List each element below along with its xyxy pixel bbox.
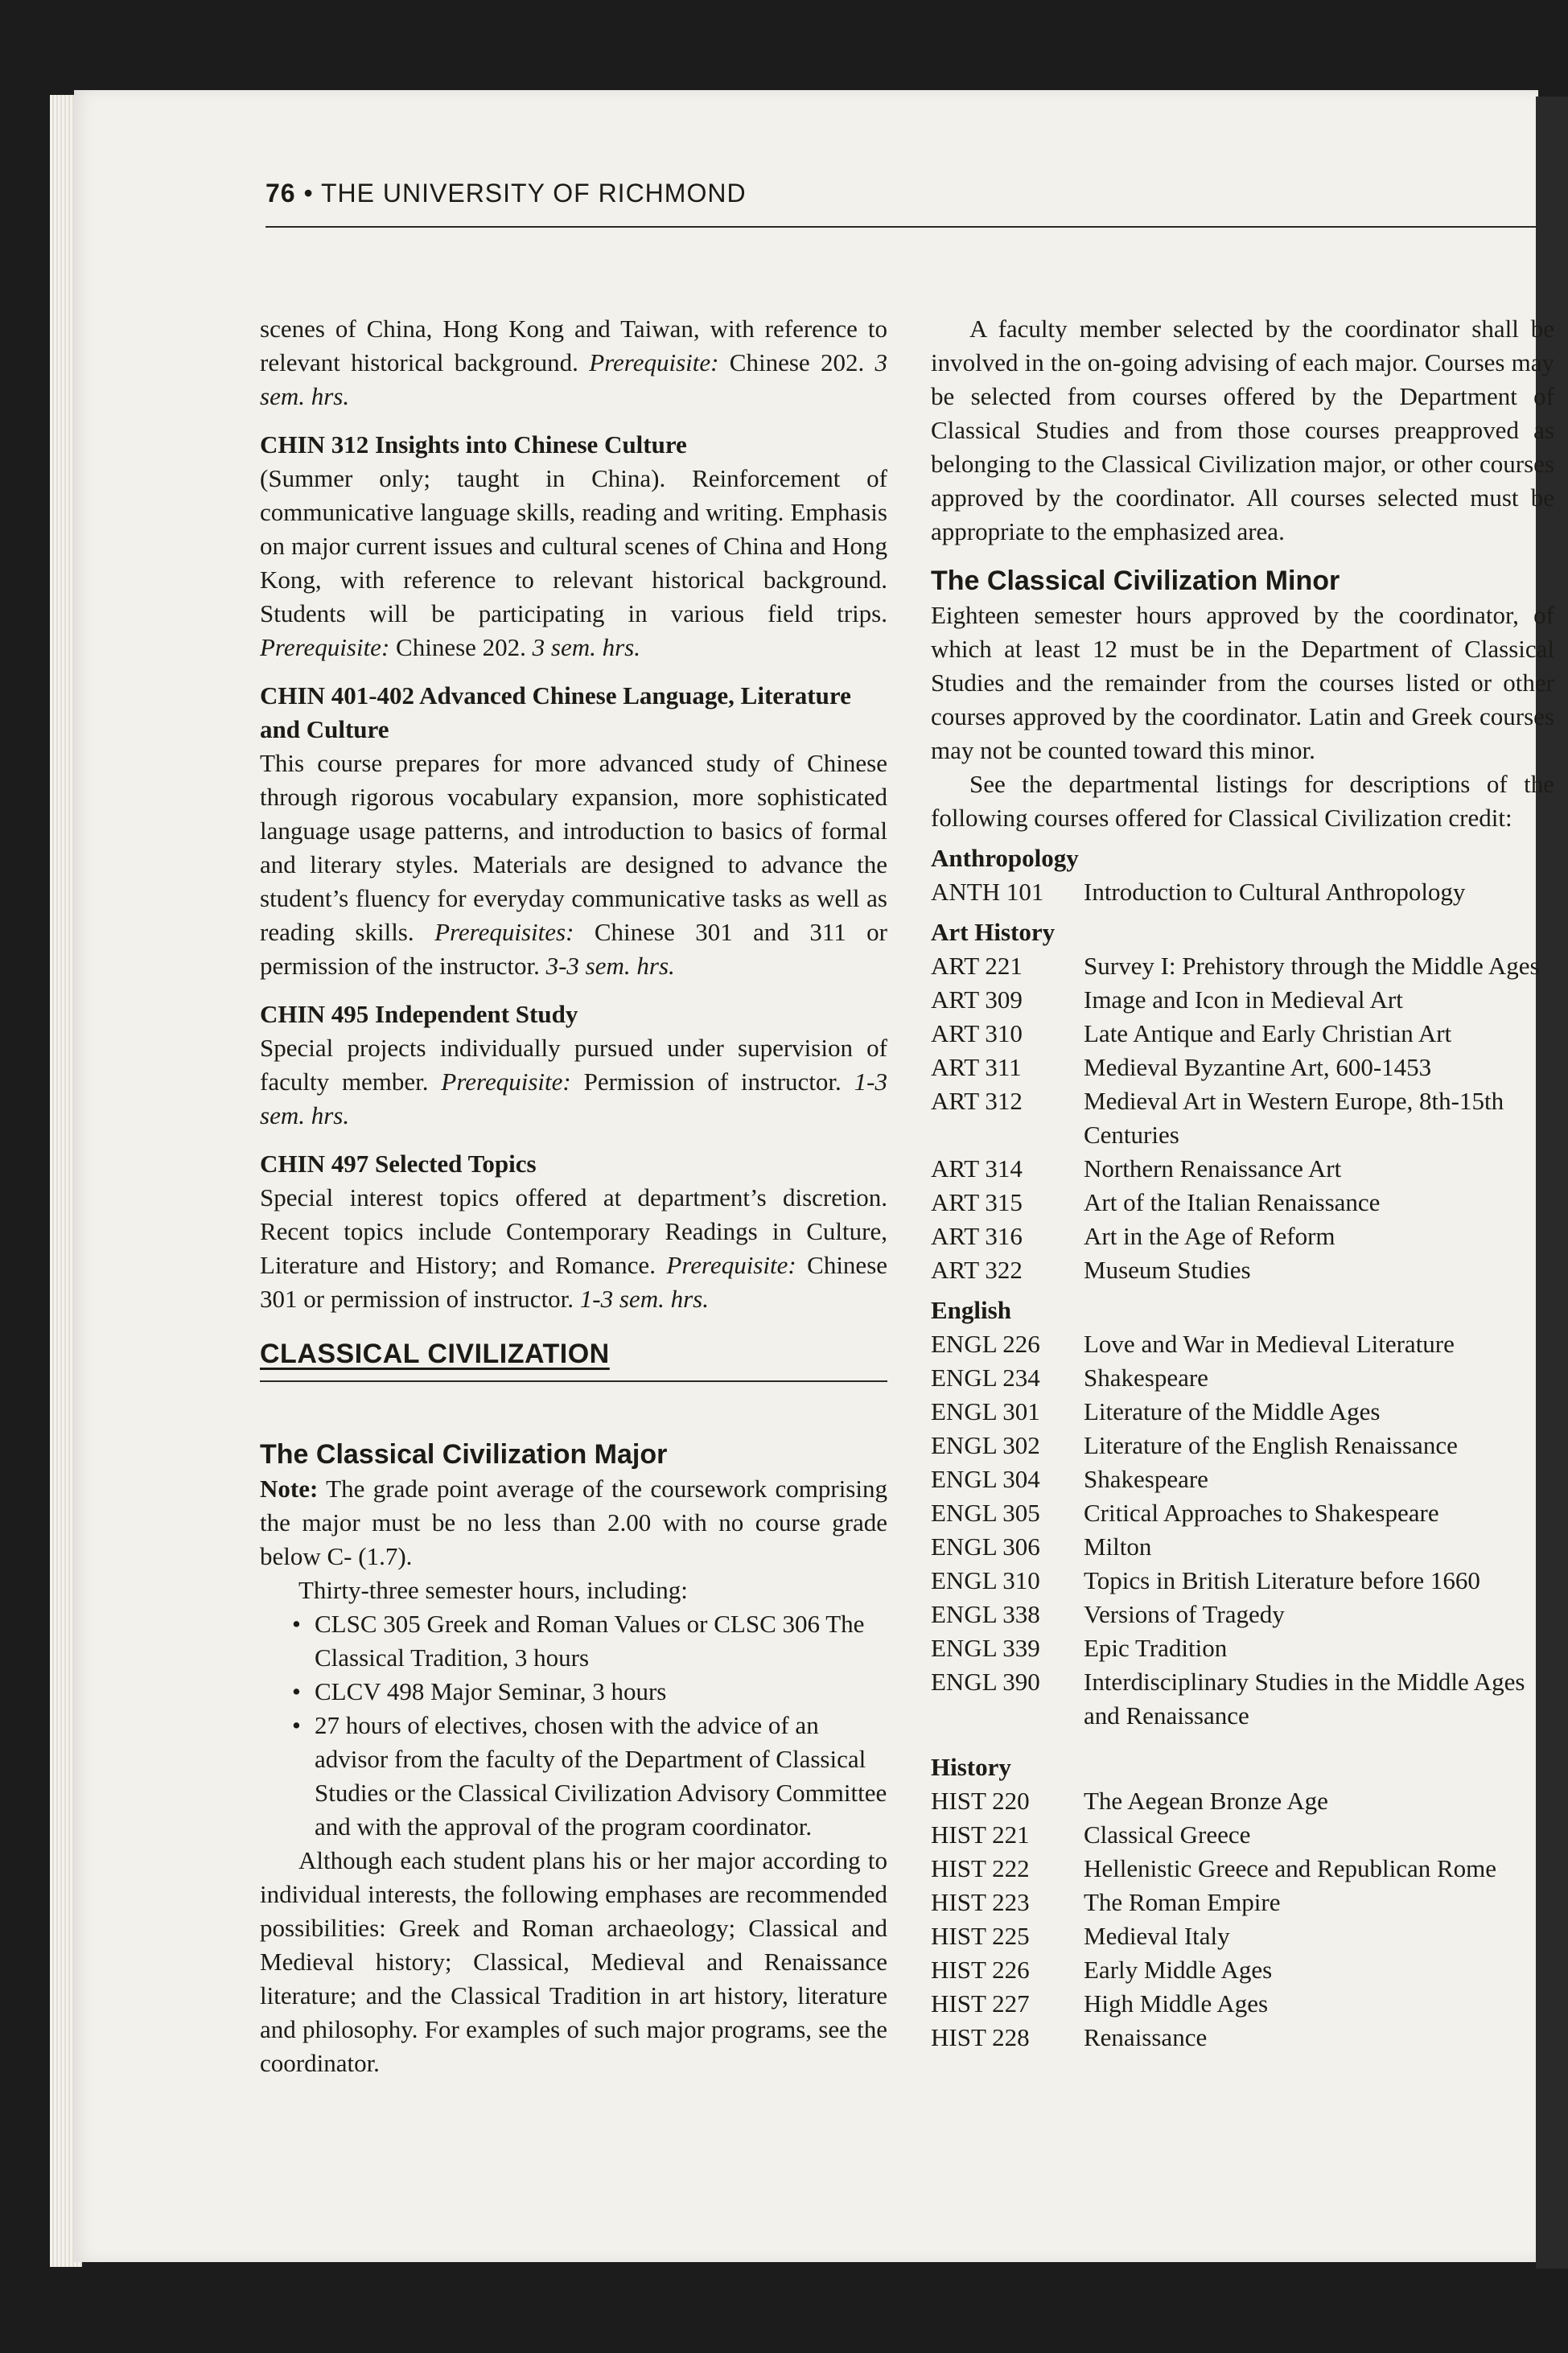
course-title: Hellenistic Greece and Republican Rome xyxy=(1084,1854,1497,1882)
table-row xyxy=(931,1818,1554,1852)
course-title: Introduction to Cultural Anthropology xyxy=(1084,878,1466,906)
table-row xyxy=(931,1462,1554,1496)
course-listings xyxy=(931,841,1554,2055)
course-code: ART 316 xyxy=(931,1222,1023,1250)
chin495-description: Special projects individually pursued under supervision of faculty member. Prerequisite: Permission of instructor. 1-3 sem. hrs. xyxy=(260,1034,887,1129)
course-title: Epic Tradition xyxy=(1084,1634,1228,1662)
course-code: ART 310 xyxy=(931,1019,1023,1047)
course-code: HIST 225 xyxy=(931,1922,1030,1950)
table-row xyxy=(931,1919,1554,1953)
course-code: HIST 220 xyxy=(931,1787,1030,1815)
course-code: ENGL 338 xyxy=(931,1600,1040,1628)
course-title: Medieval Byzantine Art, 600-1453 xyxy=(1084,1053,1432,1081)
table-row xyxy=(931,1665,1554,1733)
table-row xyxy=(931,1886,1554,1919)
course-title: Renaissance xyxy=(1084,2023,1208,2051)
list-item: • 27 hours of electives, chosen with the advice of an advisor from the faculty of the Department of Classical Studies or the Classical Civilization Advisory Committee and with the approval of the program coordinator. xyxy=(292,1709,887,1844)
table-row xyxy=(931,1784,1554,1818)
table-row xyxy=(931,1852,1554,1886)
course-table xyxy=(931,949,1554,1287)
course-title: Topics in British Literature before 1660 xyxy=(1084,1566,1480,1594)
course-title: Critical Approaches to Shakespeare xyxy=(1084,1499,1439,1527)
course-code: ENGL 306 xyxy=(931,1532,1040,1561)
course-code: HIST 228 xyxy=(931,2023,1030,2051)
course-title: Classical Greece xyxy=(1084,1820,1251,1849)
course-title: Milton xyxy=(1084,1532,1152,1561)
course-code: ENGL 234 xyxy=(931,1364,1040,1392)
chin497-title: CHIN 497 Selected Topics xyxy=(260,1150,537,1178)
list-item: • CLCV 498 Major Seminar, 3 hours xyxy=(292,1675,887,1709)
course-code: ENGL 301 xyxy=(931,1397,1040,1425)
table-row xyxy=(931,1327,1554,1361)
course-title: Art of the Italian Renaissance xyxy=(1084,1188,1381,1216)
course-table xyxy=(931,1784,1554,2055)
course-title: Early Middle Ages xyxy=(1084,1956,1273,1984)
table-row xyxy=(931,1084,1554,1152)
course-table xyxy=(931,1327,1554,1733)
table-row xyxy=(931,1429,1554,1462)
table-row xyxy=(931,875,1554,909)
section-title: CLASSICAL CIVILIZATION xyxy=(260,1339,610,1369)
course-title: Northern Renaissance Art xyxy=(1084,1154,1342,1183)
course-code: ART 221 xyxy=(931,952,1023,980)
table-row xyxy=(931,1953,1554,1987)
course-code: HIST 223 xyxy=(931,1888,1030,1916)
chin312-title: CHIN 312 Insights into Chinese Culture xyxy=(260,430,687,459)
chin401-title: CHIN 401-402 Advanced Chinese Language, Literature and Culture xyxy=(260,681,851,743)
table-row xyxy=(931,1395,1554,1429)
running-header xyxy=(265,179,1553,208)
major-heading: The Classical Civilization Major xyxy=(260,1439,668,1470)
course-code: ENGL 305 xyxy=(931,1499,1040,1527)
header-title: THE UNIVERSITY OF RICHMOND xyxy=(321,179,747,208)
table-row xyxy=(931,1017,1554,1051)
course-title: Museum Studies xyxy=(1084,1256,1251,1284)
course-title: High Middle Ages xyxy=(1084,1989,1269,2018)
course-code: HIST 227 xyxy=(931,1989,1030,2018)
header-rule xyxy=(265,226,1554,228)
list-item: • CLSC 305 Greek and Roman Values or CLSC 306 The Classical Tradition, 3 hours xyxy=(292,1607,887,1675)
requirements-list xyxy=(260,1607,887,1844)
course-code: HIST 221 xyxy=(931,1820,1030,1849)
course-title: The Roman Empire xyxy=(1084,1888,1281,1916)
course-code: ART 315 xyxy=(931,1188,1023,1216)
course-code: ART 309 xyxy=(931,985,1023,1014)
course-code: ART 314 xyxy=(931,1154,1023,1183)
right-column xyxy=(931,312,1554,2055)
course-code: ART 312 xyxy=(931,1087,1023,1115)
course-code: ENGL 310 xyxy=(931,1566,1040,1594)
course-code: ENGL 304 xyxy=(931,1465,1040,1493)
advising-paragraph: A faculty member selected by the coordinator shall be involved in the on-going advising of each major. Courses may be selected from courses offered by the Department of Classical Studies and from those courses preapproved as belonging to the Classical Civilization major, or other courses approved by the coordinator. All courses selected must be appropriate to the emphasized area. xyxy=(931,315,1554,545)
course-code: HIST 222 xyxy=(931,1854,1030,1882)
course-code: HIST 226 xyxy=(931,1956,1030,1984)
course-title: Art in the Age of Reform xyxy=(1084,1222,1335,1250)
page-number: 76 xyxy=(265,179,296,208)
table-row xyxy=(931,1496,1554,1530)
hours-intro: Thirty-three semester hours, including: xyxy=(298,1576,688,1604)
major-note: Note: The grade point average of the coursework comprising the major must be no less than 2.00 with no course grade below C- (1.7). xyxy=(260,1475,887,1570)
course-code: ART 311 xyxy=(931,1053,1022,1081)
course-code: ENGL 226 xyxy=(931,1330,1040,1358)
minor-heading: The Classical Civilization Minor xyxy=(931,566,1340,596)
course-title: Late Antique and Early Christian Art xyxy=(1084,1019,1452,1047)
header-bullet: • xyxy=(303,179,314,208)
course-code: ENGL 302 xyxy=(931,1431,1040,1459)
course-code: ART 322 xyxy=(931,1256,1023,1284)
left-column xyxy=(260,312,887,2080)
course-title: Medieval Italy xyxy=(1084,1922,1230,1950)
table-row xyxy=(931,1987,1554,2021)
table-row xyxy=(931,2021,1554,2055)
minor-paragraph: Eighteen semester hours approved by the coordinator, of which at least 12 must be in the Department of Classical Studies and the remainder from the courses listed or other courses approved by the coordinator. Latin and Greek courses may not be counted toward this minor. xyxy=(931,601,1554,764)
table-row xyxy=(931,983,1554,1017)
table-row xyxy=(931,1220,1554,1253)
table-row xyxy=(931,1564,1554,1598)
table-row xyxy=(931,949,1554,983)
course-title: Versions of Tragedy xyxy=(1084,1600,1285,1628)
course-title: The Aegean Bronze Age xyxy=(1084,1787,1328,1815)
see-paragraph: See the departmental listings for descriptions of the following courses offered for Classical Civilization credit: xyxy=(931,770,1554,832)
course-title: Shakespeare xyxy=(1084,1465,1208,1493)
chin497-description: Special interest topics offered at department’s discretion. Recent topics include Contemporary Readings in Culture, Literature and History; and Romance. Prerequisite: Chinese 301 or permission of instructor. 1-3 sem. hrs. xyxy=(260,1183,888,1313)
course-title: Image and Icon in Medieval Art xyxy=(1084,985,1403,1014)
table-row xyxy=(931,1598,1554,1631)
course-code: ENGL 390 xyxy=(931,1668,1040,1696)
course-code: ENGL 339 xyxy=(931,1634,1040,1662)
intro-paragraph: scenes of China, Hong Kong and Taiwan, with reference to relevant historical background. Prerequisite: Chinese 202. 3 sem. hrs. xyxy=(260,315,888,410)
table-row xyxy=(931,1152,1554,1186)
table-row xyxy=(931,1186,1554,1220)
course-title: Survey I: Prehistory through the Middle Ages xyxy=(1084,952,1540,980)
course-table xyxy=(931,875,1554,909)
table-row xyxy=(931,1530,1554,1564)
course-title: Love and War in Medieval Literature xyxy=(1084,1330,1455,1358)
course-group-heading: History xyxy=(931,1753,1011,1781)
chin401-description: This course prepares for more advanced study of Chinese through rigorous vocabulary expansion, more sophisticated language usage patterns, and introduction to basics of formal and literary styles. Materials are designed to advance the student’s fluency for everyday communicative tasks as well as reading skills. Prerequisites: Chinese 301 and 311 or permission of the instructor. 3-3 sem. hrs. xyxy=(260,749,887,980)
course-title: Shakespeare xyxy=(1084,1364,1208,1392)
course-group-heading: Art History xyxy=(931,918,1056,946)
table-row xyxy=(931,1051,1554,1084)
emphases-paragraph: Although each student plans his or her major according to individual interests, the following emphases are recommended possibilities: Greek and Roman archaeology; Classical and Medieval history; Classical, Medieval and Renaissance literature; and the Classical Tradition in art history, literature and philosophy. For examples of such major programs, see the coordinator. xyxy=(260,1846,887,2077)
chin495-title: CHIN 495 Independent Study xyxy=(260,1000,578,1028)
section-rule xyxy=(260,1380,887,1382)
course-group-heading: English xyxy=(931,1296,1011,1324)
course-title: Medieval Art in Western Europe, 8th-15th Centuries xyxy=(1084,1087,1504,1149)
course-group-heading: Anthropology xyxy=(931,844,1079,872)
course-code: ANTH 101 xyxy=(931,878,1044,906)
table-row xyxy=(931,1361,1554,1395)
chin312-description: (Summer only; taught in China). Reinforcement of communicative language skills, reading and writing. Emphasis on major current issues and cultural scenes of China and Hong Kong, with reference to relevant historical background. Students will be participating in various field trips. Prerequisite: Chinese 202. 3 sem. hrs. xyxy=(260,464,887,661)
course-title: Literature of the English Renaissance xyxy=(1084,1431,1458,1459)
course-title: Literature of the Middle Ages xyxy=(1084,1397,1381,1425)
table-row xyxy=(931,1631,1554,1665)
course-title: Interdisciplinary Studies in the Middle Ages and Renaissance xyxy=(1084,1668,1525,1730)
table-row xyxy=(931,1253,1554,1287)
